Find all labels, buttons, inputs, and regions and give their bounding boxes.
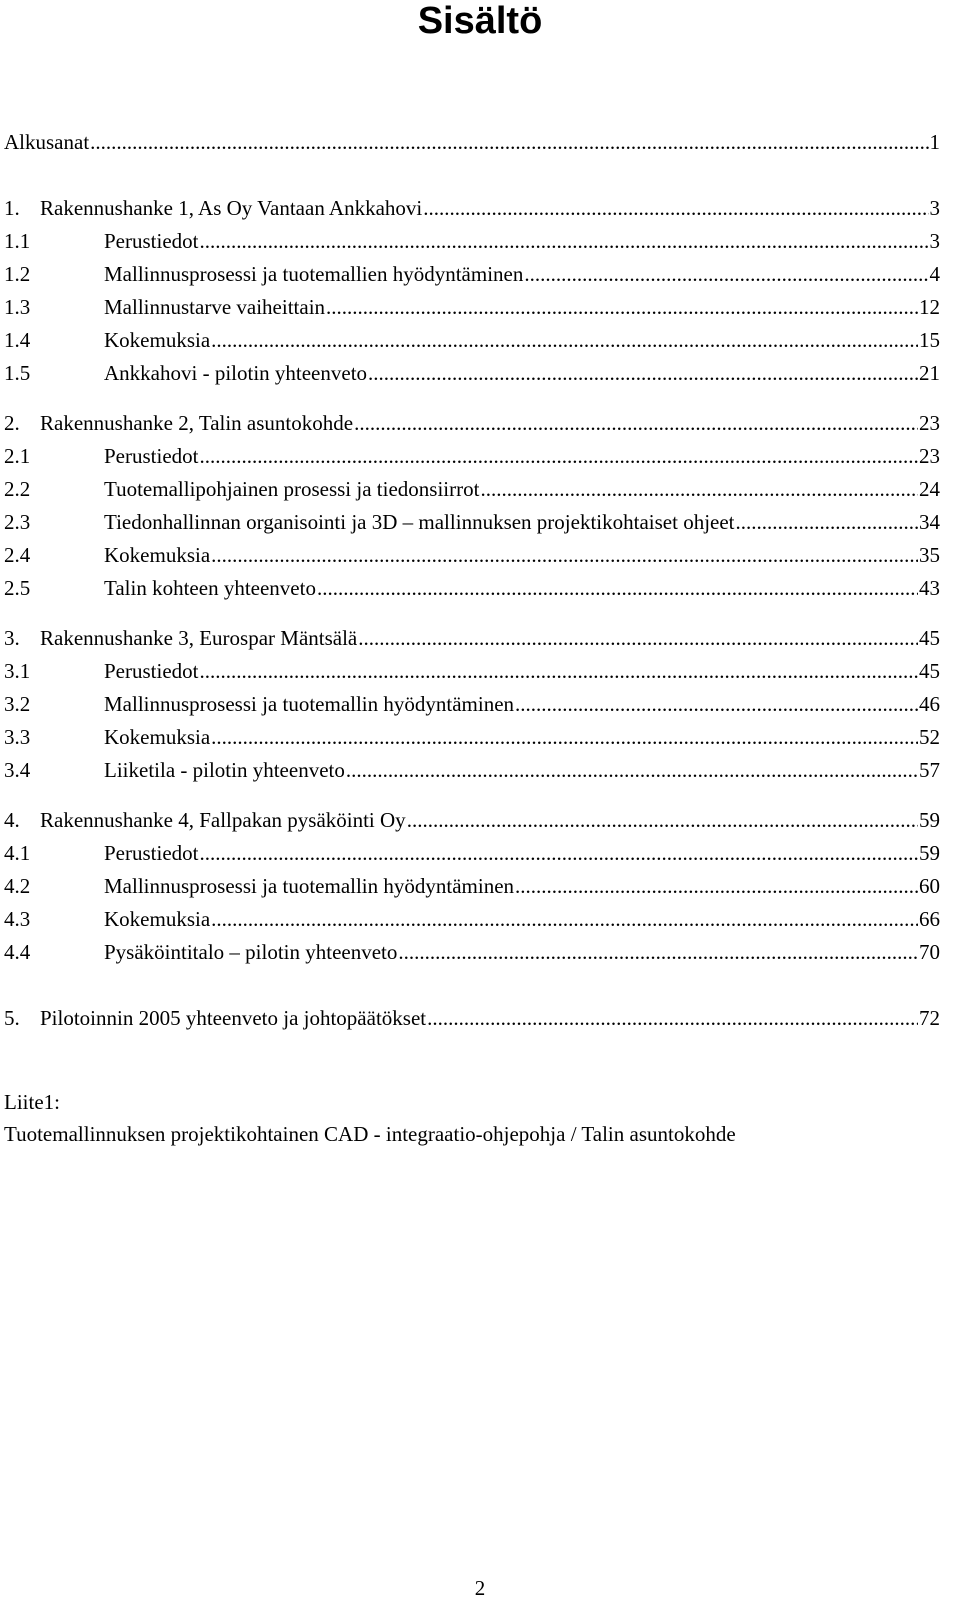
toc-entry-4-4[interactable] <box>4 934 940 964</box>
appendix-title: Tuotemallinnuksen projektikohtainen CAD - integraatio-ohjepohja / Talin asuntokohde <box>4 1122 736 1146</box>
toc-entry-page: 15 <box>919 328 940 352</box>
toc-entry-4-1[interactable] <box>4 835 940 865</box>
toc-entry-number: 1.4 <box>4 328 31 352</box>
toc-entry-page: 59 <box>919 841 940 865</box>
toc-entry-page: 72 <box>919 1006 940 1030</box>
toc-entry-number: 2. <box>4 411 20 435</box>
toc-entry-page: 3 <box>929 229 940 253</box>
toc-entry-text: Pysäköintitalo – pilotin yhteenveto <box>104 940 398 964</box>
toc-entry-1-2[interactable] <box>4 256 940 286</box>
toc-entry-text: Perustiedot <box>104 444 199 468</box>
toc-entry-text: Kokemuksia <box>104 328 211 352</box>
toc-entry-text: Kokemuksia <box>104 543 211 567</box>
toc-entry-text: Perustiedot <box>104 659 199 683</box>
toc-dot-leader <box>524 262 928 286</box>
toc-entry-page: 45 <box>919 626 940 650</box>
toc-entry-number: 2.3 <box>4 510 31 534</box>
toc-dot-leader <box>200 659 919 683</box>
toc-dot-leader <box>346 758 918 782</box>
toc-entry-number: 1.1 <box>4 229 31 253</box>
page-title: Sisältö <box>417 0 543 42</box>
toc-entry-text: Talin kohteen yhteenveto <box>104 576 316 600</box>
toc-entry-page: 23 <box>919 444 940 468</box>
toc-dot-leader <box>515 874 918 898</box>
toc-dot-leader <box>398 940 918 964</box>
toc-entry-number: 2.5 <box>4 576 31 600</box>
toc-entry-text: Rakennushanke 2, Talin asuntokohde <box>40 411 354 435</box>
toc-dot-leader <box>211 907 918 931</box>
toc-entry-number: 3. <box>4 626 20 650</box>
toc-entry-page: 1 <box>929 130 940 154</box>
toc-entry-text: Alkusanat <box>4 130 90 154</box>
toc-entry-1-1[interactable] <box>4 223 940 253</box>
toc-entry-text: Rakennushanke 3, Eurospar Mäntsälä <box>40 626 358 650</box>
toc-dot-leader <box>200 841 919 865</box>
appendix-label: Liite1: <box>4 1090 60 1114</box>
toc-entry-page: 21 <box>919 361 940 385</box>
toc-dot-leader <box>200 444 919 468</box>
toc-entry-text: Rakennushanke 4, Fallpakan pysäköinti Oy <box>40 808 406 832</box>
toc-dot-leader <box>354 411 918 435</box>
toc-entry-number: 4.1 <box>4 841 31 865</box>
toc-entry-3[interactable] <box>4 620 940 650</box>
toc-entry-text: Mallinnusprosessi ja tuotemallin hyödyntäminen <box>104 874 515 898</box>
toc-entry-number: 3.4 <box>4 758 31 782</box>
toc-entry-1[interactable] <box>4 190 940 220</box>
toc-entry-page: 23 <box>919 411 940 435</box>
toc-entry-3-1[interactable] <box>4 653 940 683</box>
toc-entry-number: 4. <box>4 808 20 832</box>
toc-entry-text: Tuotemallipohjainen prosessi ja tiedonsiirrot <box>104 477 480 501</box>
toc-entry-text: Tiedonhallinnan organisointi ja 3D – mallinnuksen projektikohtaiset ohjeet <box>104 510 735 534</box>
toc-dot-leader <box>480 477 918 501</box>
toc-entry-page: 52 <box>919 725 940 749</box>
toc-entry-page: 66 <box>919 907 940 931</box>
toc-entry-page: 3 <box>929 196 940 220</box>
toc-entry-number: 4.2 <box>4 874 31 898</box>
toc-entry-text: Ankkahovi - pilotin yhteenveto <box>104 361 368 385</box>
toc-entry-page: 35 <box>919 543 940 567</box>
toc-entry-number: 1.3 <box>4 295 31 319</box>
toc-entry-number: 2.1 <box>4 444 31 468</box>
toc-entry-1-3[interactable] <box>4 289 940 319</box>
toc-entry-3-2[interactable] <box>4 686 940 716</box>
toc-dot-leader <box>515 692 918 716</box>
toc-dot-leader <box>211 725 918 749</box>
toc-entry-text: Mallinnustarve vaiheittain <box>104 295 326 319</box>
toc-entry-number: 1. <box>4 196 20 220</box>
toc-entry-number: 2.4 <box>4 543 31 567</box>
toc-entry-2-5[interactable] <box>4 570 940 600</box>
toc-entry-page: 12 <box>919 295 940 319</box>
toc-entry-number: 1.2 <box>4 262 31 286</box>
toc-entry-1-5[interactable] <box>4 355 940 385</box>
toc-entry-page: 45 <box>919 659 940 683</box>
toc-entry-2-4[interactable] <box>4 537 940 567</box>
toc-entry-4-2[interactable] <box>4 868 940 898</box>
toc-entry-page: 4 <box>929 262 940 286</box>
toc-dot-leader <box>200 229 929 253</box>
toc-entry-page: 59 <box>919 808 940 832</box>
toc-dot-leader <box>211 328 918 352</box>
toc-dot-leader <box>427 1006 918 1030</box>
toc-entry-1-4[interactable] <box>4 322 940 352</box>
toc-entry-text: Kokemuksia <box>104 907 211 931</box>
toc-dot-leader <box>407 808 918 832</box>
toc-entry-page: 34 <box>919 510 940 534</box>
toc-dot-leader <box>90 130 928 154</box>
toc-entry-number: 3.1 <box>4 659 31 683</box>
toc-dot-leader <box>326 295 918 319</box>
toc-entry-text: Perustiedot <box>104 229 199 253</box>
page-number: 2 <box>474 1576 486 1600</box>
toc-entry-text: Mallinnusprosessi ja tuotemallin hyödyntäminen <box>104 692 515 716</box>
toc-entry-number: 1.5 <box>4 361 31 385</box>
toc-entry-2-3[interactable] <box>4 504 940 534</box>
toc-entry-page: 70 <box>919 940 940 964</box>
toc-dot-leader <box>358 626 918 650</box>
toc-entry-page: 43 <box>919 576 940 600</box>
toc-dot-leader <box>368 361 918 385</box>
toc-entry-2-2[interactable] <box>4 471 940 501</box>
toc-entry-text: Liiketila - pilotin yhteenveto <box>104 758 345 782</box>
toc-entry-number: 2.2 <box>4 477 31 501</box>
toc-entry-4[interactable] <box>4 802 940 832</box>
toc-entry-page: 24 <box>919 477 940 501</box>
toc-entry-number: 3.2 <box>4 692 31 716</box>
toc-entry-page: 60 <box>919 874 940 898</box>
toc-entry-page: 46 <box>919 692 940 716</box>
toc-entry-3-3[interactable] <box>4 719 940 749</box>
toc-entry-number: 4.4 <box>4 940 31 964</box>
toc-entry-text: Rakennushanke 1, As Oy Vantaan Ankkahovi <box>40 196 423 220</box>
toc-entry-5[interactable] <box>4 1000 940 1030</box>
toc-entry-text: Mallinnusprosessi ja tuotemallien hyödyntäminen <box>104 262 524 286</box>
toc-dot-leader <box>317 576 918 600</box>
toc-entry-text: Kokemuksia <box>104 725 211 749</box>
toc-entry-number: 4.3 <box>4 907 31 931</box>
toc-entry-foreword[interactable] <box>4 124 940 154</box>
toc-dot-leader <box>211 543 918 567</box>
toc-dot-leader <box>423 196 928 220</box>
toc-entry-number: 5. <box>4 1006 20 1030</box>
toc-entry-page: 57 <box>919 758 940 782</box>
toc-entry-text: Pilotoinnin 2005 yhteenveto ja johtopäätökset <box>40 1006 427 1030</box>
toc-dot-leader <box>736 510 918 534</box>
toc-entry-3-4[interactable] <box>4 752 940 782</box>
toc-entry-4-3[interactable] <box>4 901 940 931</box>
toc-entry-2-1[interactable] <box>4 438 940 468</box>
toc-entry-number: 3.3 <box>4 725 31 749</box>
toc-entry-2[interactable] <box>4 405 940 435</box>
toc-entry-text: Perustiedot <box>104 841 199 865</box>
